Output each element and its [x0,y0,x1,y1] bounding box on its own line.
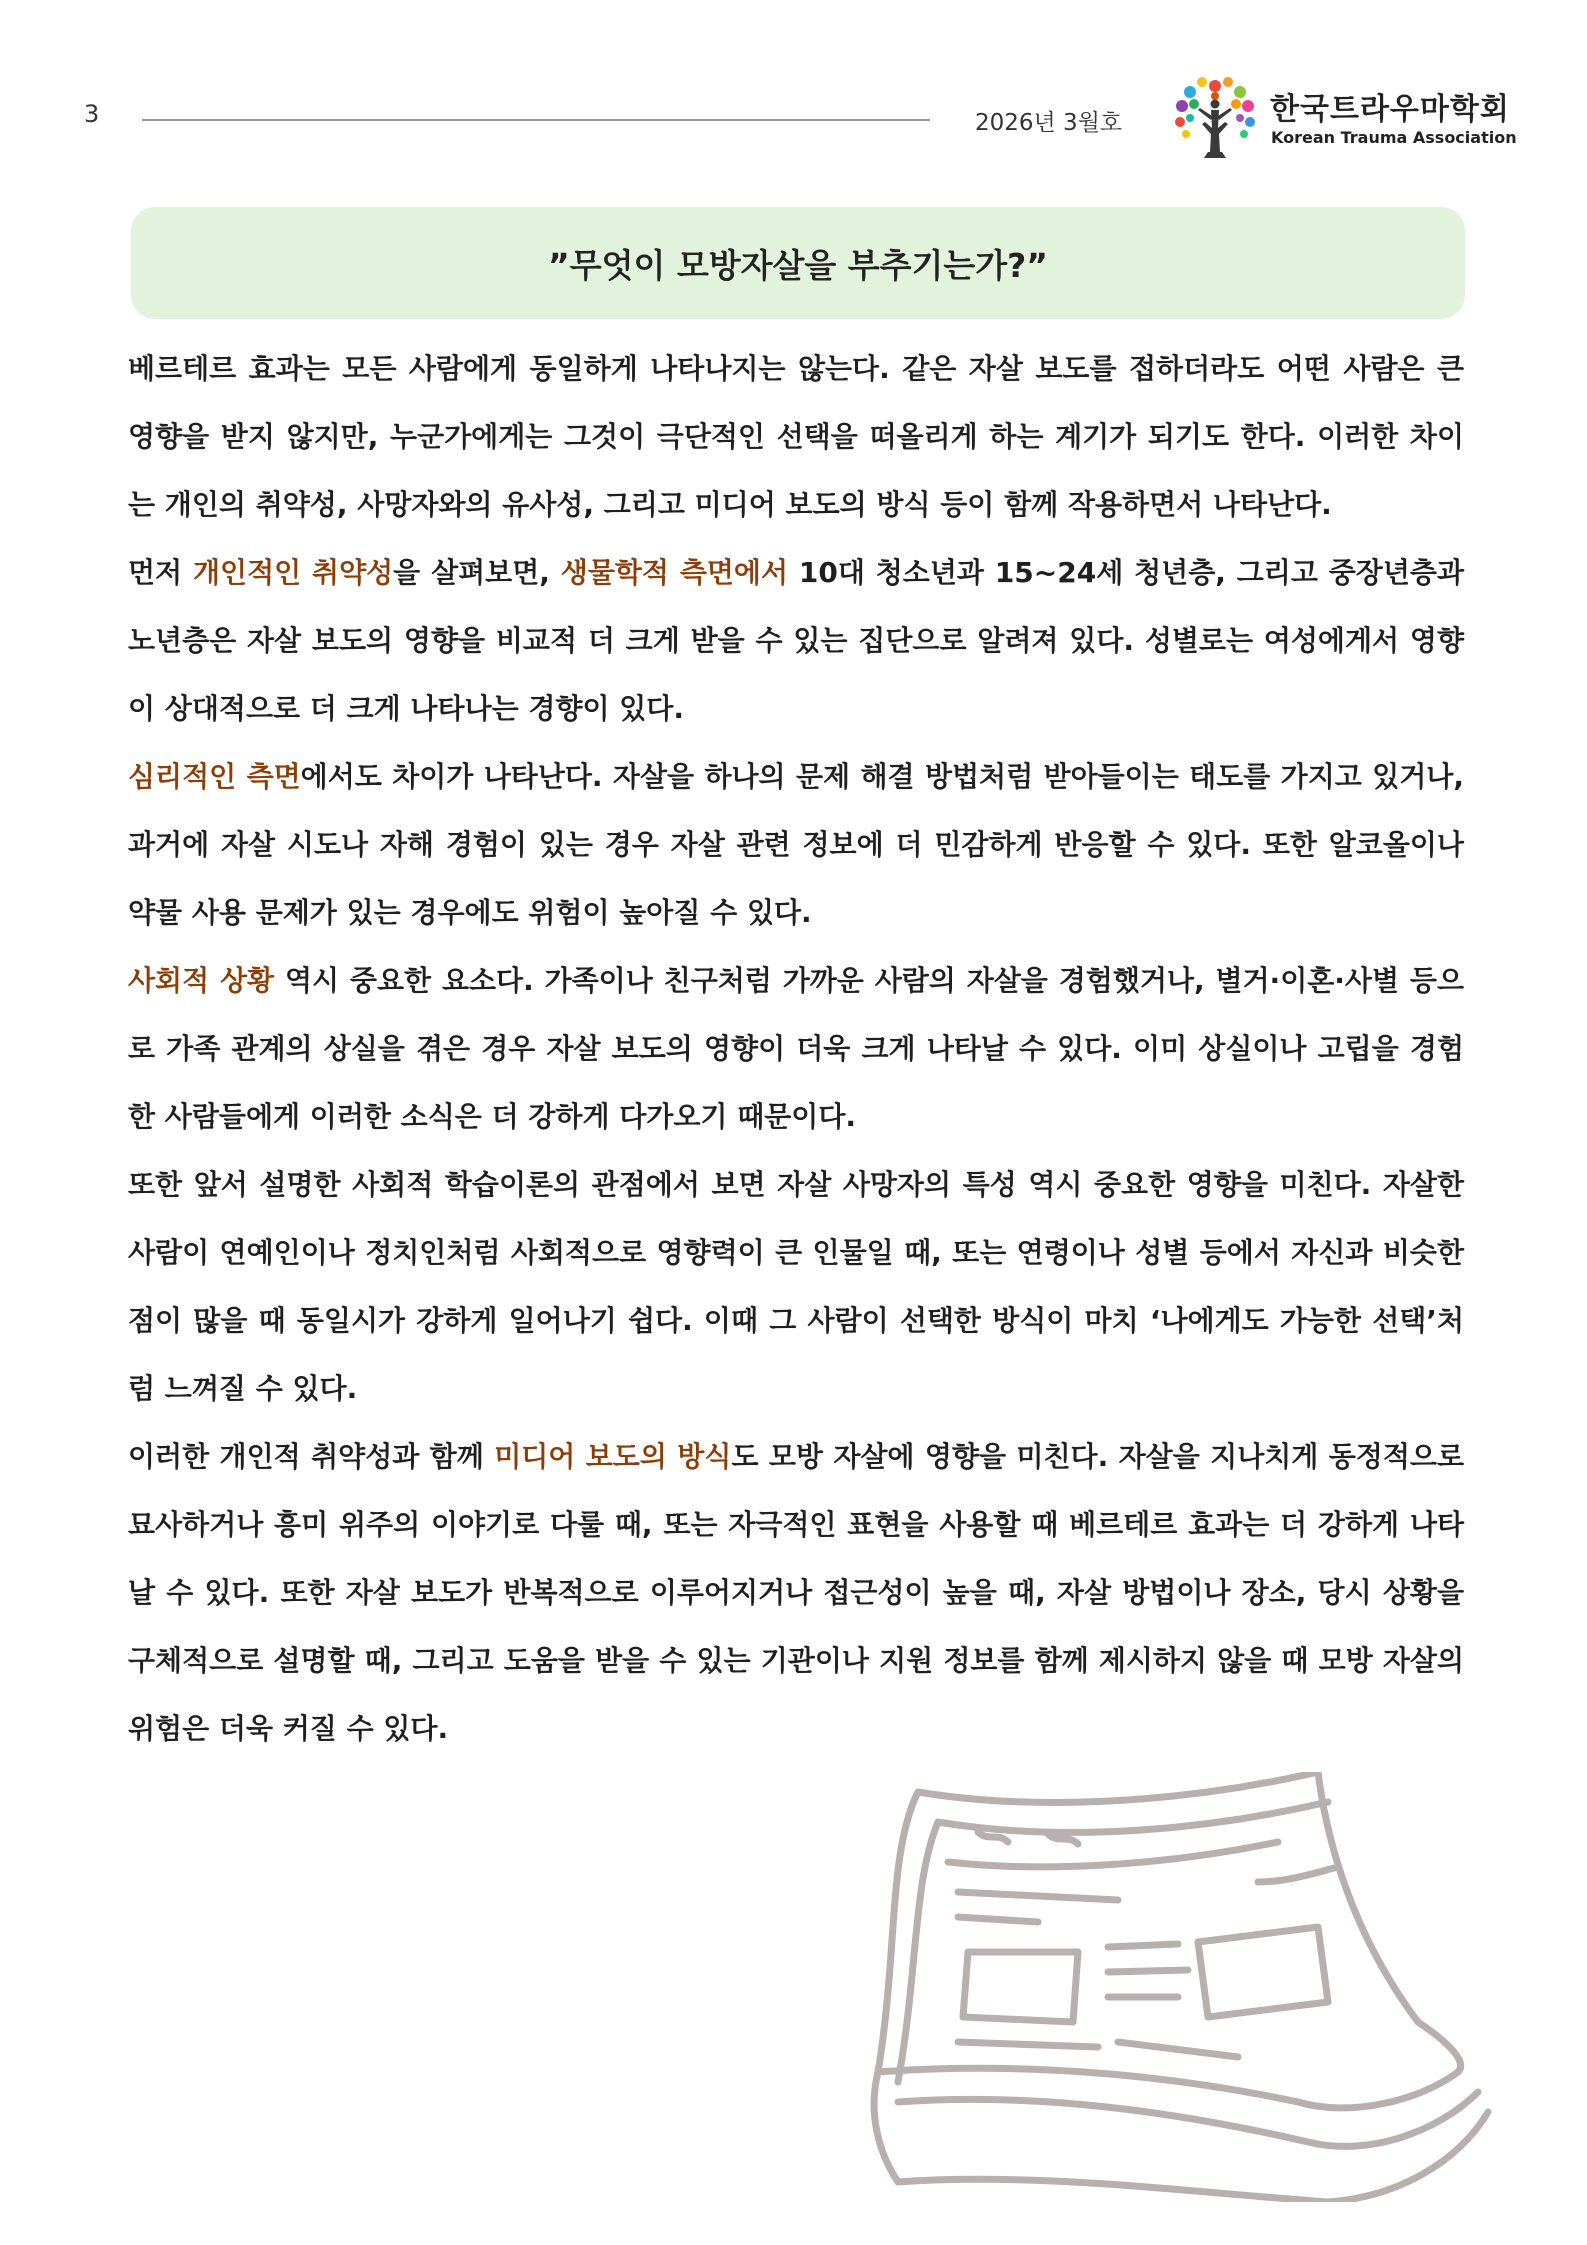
issue-date: 2026년 3월호 [975,110,1123,136]
highlight-keyword: 개인적인 취약성 [192,556,394,589]
paragraph-text: 에서도 차이가 나타난다. 자살을 하나의 문제 해결 방법처럼 받아들이는 태도를 가지고 있거나, 과거에 자살 시도나 자해 경험이 있는 경우 자살 관련 정보에 더 민감하게 반응할 수 있다. 또한 알코올이나 약물 사용 문제가 있는 경우에도 위험이 높아질 수 있다. [128,760,1464,929]
article-body [128,335,1464,1763]
highlight-keyword: 심리적인 측면 [128,760,301,793]
tree-logo-icon [1170,72,1260,162]
highlight-keyword: 미디어 보도의 방식 [494,1440,732,1473]
paragraph-4 [128,947,1464,1151]
paragraph-text: 을 살펴보면, [393,556,561,589]
header-divider [142,119,930,121]
newspaper-icon [858,1772,1498,2202]
paragraph-text: 먼저 [128,556,193,589]
paragraph-6 [128,1423,1464,1763]
paragraph-text: 도 모방 자살에 영향을 미친다. 자살을 지나치게 동정적으로 묘사하거나 흥미 위주의 이야기로 다룰 때, 또는 자극적인 표현을 사용할 때 베르테르 효과는 더 강하게 나타날 수 있다. 또한 자살 보도가 반복적으로 이루어지거나 접근성이 높을 때, 자살 방법이나 장소, 당시 상황을 구체적으로 설명할 때, 그리고 도움을 받을 수 있는 기관이나 지원 정보를 함께 제시하지 않을 때 모방 자살의 위험은 더욱 커질 수 있다. [128,1440,1464,1745]
paragraph-text: 이러한 개인적 취약성과 함께 [128,1440,495,1473]
paragraph-text: 역시 중요한 요소다. 가족이나 친구처럼 가까운 사람의 자살을 경험했거나, 별거·이혼·사별 등으로 가족 관계의 상실을 겪은 경우 자살 보도의 영향이 더욱 크게 나타날 수 있다. 이미 상실이나 고립을 경험한 사람들에게 이러한 소식은 더 강하게 다가오기 때문이다. [128,964,1464,1133]
paragraph-text: 또한 앞서 설명한 사회적 학습이론의 관점에서 보면 자살 사망자의 특성 역시 중요한 영향을 미친다. 자살한 사람이 연예인이나 정치인처럼 사회적으로 영향력이 큰 인물일 때, 또는 연령이나 성별 등에서 자신과 비슷한 점이 많을 때 동일시가 강하게 일어나기 쉽다. 이때 그 사람이 선택한 방식이 마치 ‘나에게도 가능한 선택’처럼 느껴질 수 있다. [128,1168,1464,1405]
paragraph-1 [128,335,1464,539]
paragraph-3 [128,743,1464,947]
article-title: ”무엇이 모방자살을 부추기는가?” [548,245,1048,285]
org-name-korean: 한국트라우마학회 [1270,92,1510,127]
highlight-keyword: 생물학적 측면에서 [560,556,789,589]
paragraph-text: 10대 청소년과 15~24세 청년층, 그리고 중장년층과 노년층은 자살 보도의 영향을 비교적 더 크게 받을 수 있는 집단으로 알려져 있다. 성별로는 여성에게서 영향이 상대적으로 더 크게 나타나는 경향이 있다. [128,556,1464,725]
paragraph-text: 베르테르 효과는 모든 사람에게 동일하게 나타나지는 않는다. 같은 자살 보도를 접하더라도 어떤 사람은 큰 영향을 받지 않지만, 누군가에게는 그것이 극단적인 선택을 떠올리게 하는 계기가 되기도 한다. 이러한 차이는 개인의 취약성, 사망자와의 유사성, 그리고 미디어 보도의 방식 등이 함께 작용하면서 나타난다. [128,352,1464,521]
highlight-keyword: 사회적 상황 [128,964,275,997]
org-name-english: Korean Trauma Association [1271,128,1517,147]
paragraph-5 [128,1151,1464,1423]
page-number: 3 [84,100,100,128]
paragraph-2 [128,539,1464,743]
article-title-box [131,207,1465,319]
